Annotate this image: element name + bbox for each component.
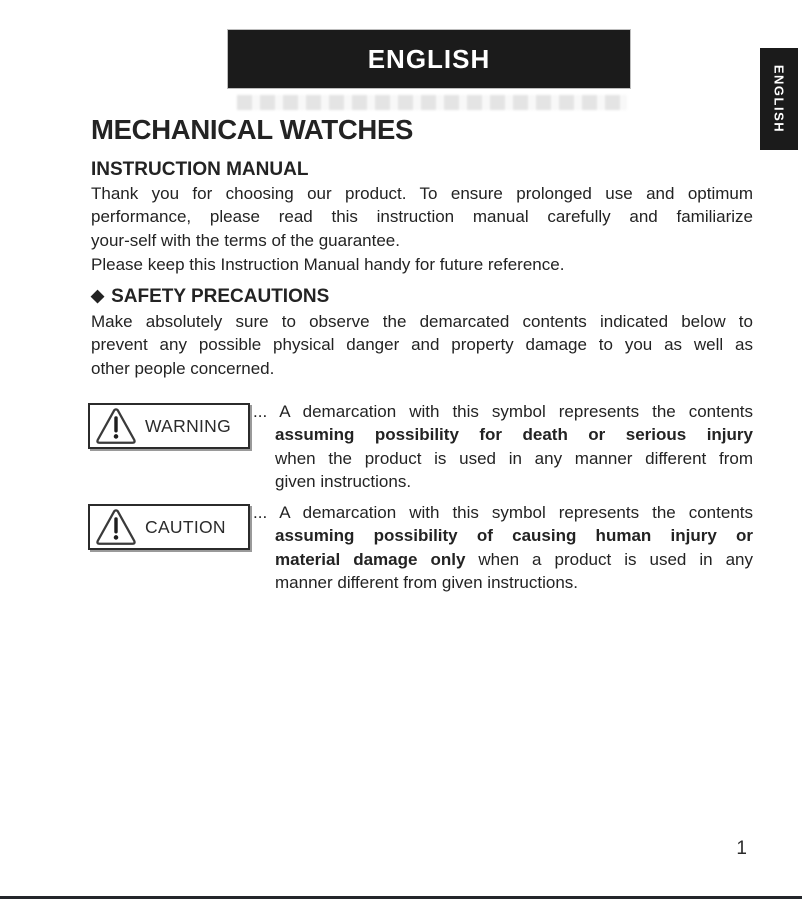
warning-label: WARNING [145, 415, 232, 436]
page-title: MECHANICAL WATCHES [91, 114, 414, 145]
side-language-tab [760, 48, 798, 150]
warning-label-box [88, 403, 250, 449]
caution-label: CAUTION [145, 516, 226, 537]
page-number: 1 [736, 838, 747, 859]
keep-manual-paragraph [91, 253, 753, 276]
text-line: prevent any possible physical danger and property damage to you as well as [91, 335, 753, 355]
banner-label: ENGLISH [367, 43, 491, 74]
text-line: Make absolutely sure to observe the demarcated contents indicated below to [91, 312, 753, 331]
safety-paragraph [91, 310, 753, 380]
intro-paragraph [91, 182, 753, 252]
text-line: material damage only when a product is used in any [275, 549, 753, 569]
caution-label-box [88, 504, 250, 550]
text-line: given instructions. [275, 472, 412, 492]
section-title-instruction-manual: INSTRUCTION MANUAL [91, 159, 309, 180]
caution-text [253, 501, 753, 595]
text-line: ... A demarcation with this symbol represents the contents [253, 402, 753, 421]
text-line: other people concerned. [91, 358, 275, 378]
warning-triangle-icon [95, 508, 137, 546]
text-line: your-self with the terms of the guarantee. [91, 230, 400, 250]
text-line: manner different from given instructions. [275, 573, 578, 593]
warning-triangle-icon [95, 407, 137, 445]
text-line: assuming possibility of causing human injury or [275, 526, 753, 546]
text-line: Thank you for choosing our product. To ensure prolonged use and optimum [91, 184, 753, 203]
warning-text [253, 400, 753, 494]
text-line: assuming possibility for death or serious injury [275, 425, 753, 445]
warning-notice [88, 400, 758, 494]
text-line: Please keep this Instruction Manual handy for future reference. [91, 255, 565, 274]
text-line: performance, please read this instruction manual carefully and familiarize [91, 207, 753, 227]
safety-heading-label: SAFETY PRECAUTIONS [111, 286, 330, 307]
text-line: ... A demarcation with this symbol represents the contents [253, 503, 753, 522]
side-tab-label: ENGLISH [771, 64, 787, 134]
text-line: when the product is used in any manner different from [275, 448, 753, 468]
safety-precautions-heading [91, 286, 329, 308]
caution-notice [88, 501, 758, 595]
diamond-icon: ◆ [91, 286, 105, 305]
bottom-rule [0, 896, 802, 899]
